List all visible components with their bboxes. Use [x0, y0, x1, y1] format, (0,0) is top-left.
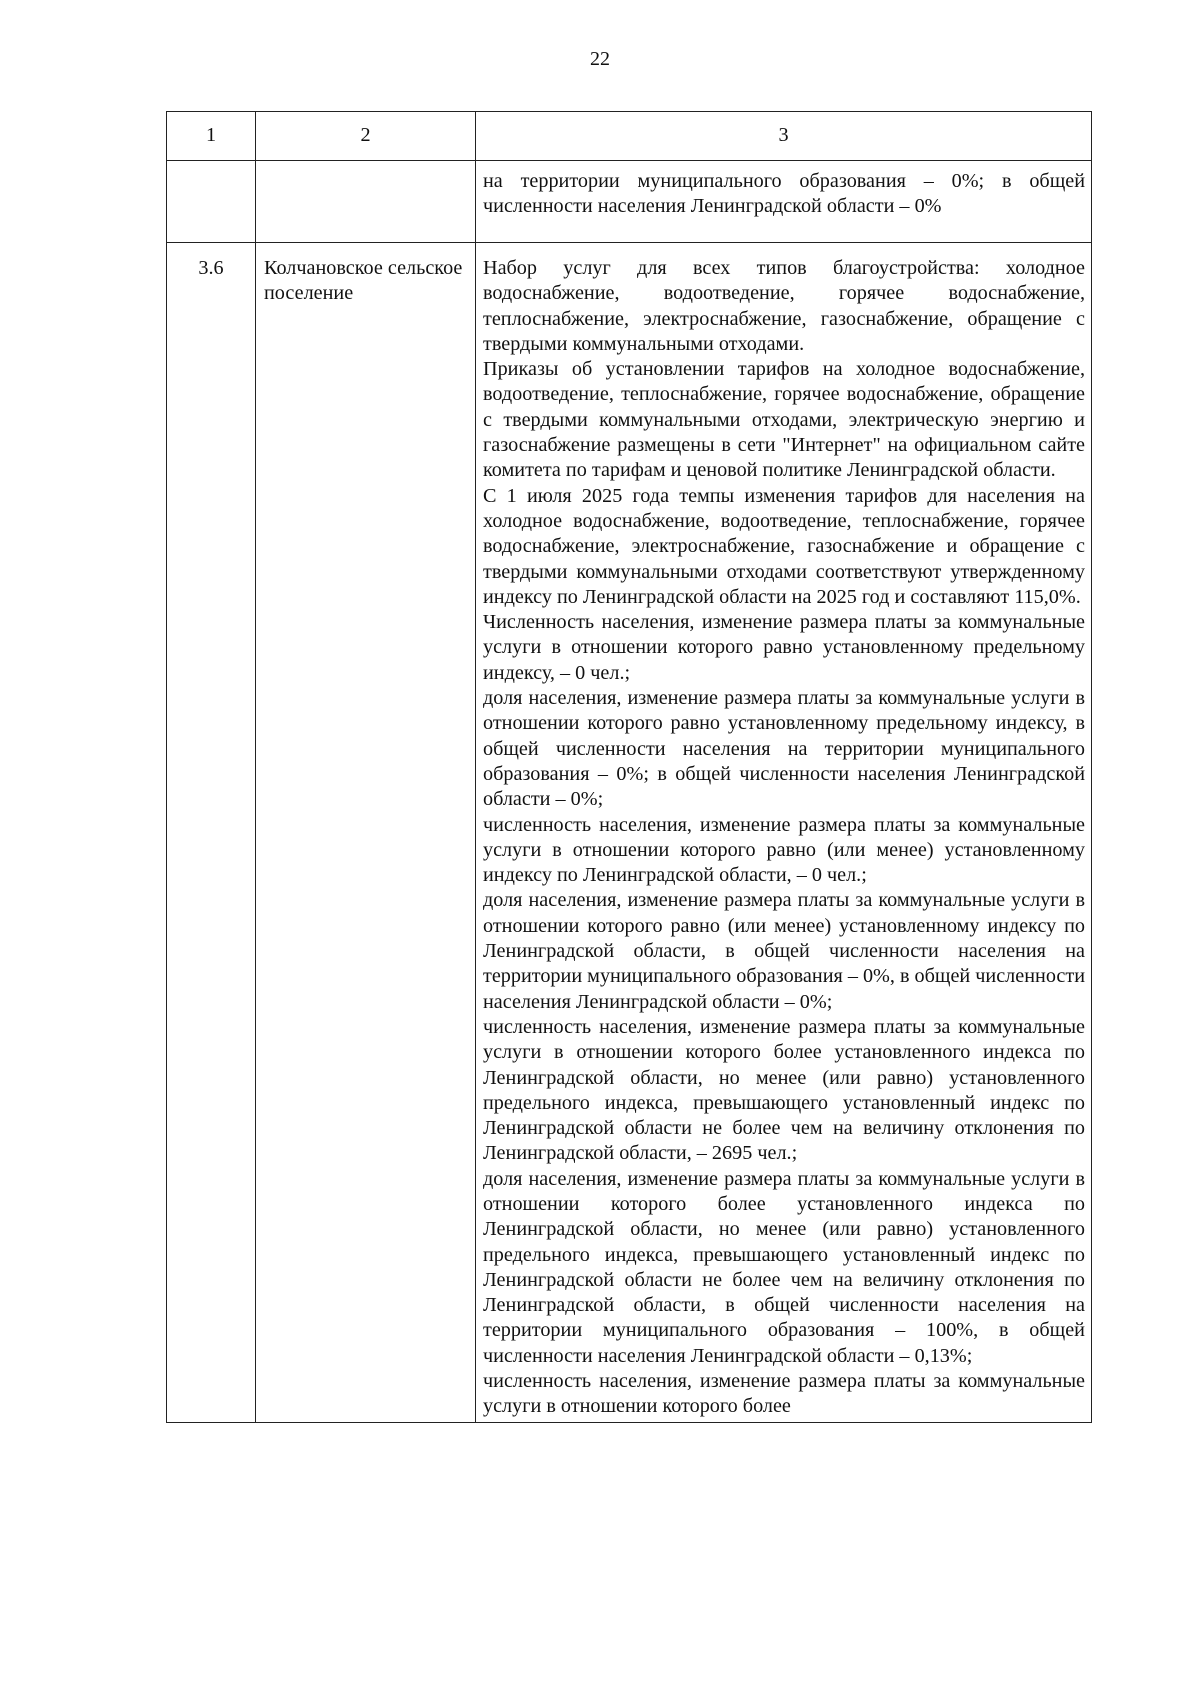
column-header-1: 1 — [167, 112, 256, 161]
table-header-row — [167, 112, 1092, 161]
row-number-cell: 3.6 — [167, 243, 256, 1423]
tariff-table — [166, 111, 1092, 1423]
paragraph-tariff-rates: С 1 июля 2025 года темпы изменения тарифов для населения на холодное водоснабжение, водоотведение, теплоснабжение, горячее водоснабжение, электроснабжение, газоснабжение и обращение с твердыми коммунальными отходами соответствуют утвержденному индексу по Ленинградской области на 2025 год и составляют 115,0%. — [483, 484, 1085, 608]
page-number: 22 — [590, 48, 610, 70]
paragraph-share-above-index: доля населения, изменение размера платы за коммунальные услуги в отношении которого более установленного индекса по Ленинградской области, но менее (или равно) установленного предельного индекса, превышающего установленный индекс по Ленинградской области не более чем на величину отклонения по Ленинградской области, в общей численности населения на территории муниципального образования – 100%, в общей численности населения Ленинградской области – 0,13%; — [483, 1167, 1085, 1367]
row-number-cell — [167, 161, 256, 243]
table-row-3-6 — [167, 243, 1092, 1423]
column-header-3: 3 — [476, 112, 1092, 161]
paragraph-share-regional-index: доля населения, изменение размера платы за коммунальные услуги в отношении которого равно (или менее) установленному индексу по Ленинградской области, в общей численности населения на территории муниципального образования – 0%, в общей численности населения Ленинградской области – 0%; — [483, 889, 1086, 1013]
description-cell — [476, 161, 1092, 243]
paragraph-population-limit-index: Численность населения, изменение размера платы за коммунальные услуги в отношении которого равно установленному предельному индексу, – 0 чел.; — [483, 611, 1085, 684]
settlement-name-cell — [256, 161, 476, 243]
paragraph-share-limit-index: доля населения, изменение размера платы за коммунальные услуги в отношении которого равно установленному предельному индексу, в общей численности населения на территории муниципального образования – 0%; в общей численности населения Ленинградской области – 0%; — [483, 687, 1085, 811]
paragraph-population-more: численность населения, изменение размера платы за коммунальные услуги в отношении которого более — [483, 1370, 1085, 1418]
continuation-paragraph: на территории муниципального образования – 0%; в общей численности населения Ленинградской области – 0% — [483, 170, 1085, 218]
paragraph-population-regional-index: численность населения, изменение размера платы за коммунальные услуги в отношении которого равно (или менее) установленному индексу по Ленинградской области, – 0 чел.; — [483, 813, 1085, 887]
settlement-name-cell: Колчановское сельское поселение — [256, 243, 476, 1423]
paragraph-tariff-orders: Приказы об установлении тарифов на холодное водоснабжение, водоотведение, теплоснабжение, горячее водоснабжение, обращение с твердыми коммунальными отходами, электрическую энергию и газоснабжение размещены в сети "Интернет" на официальном сайте комитета по тарифам и ценовой политике Ленинградской области. — [483, 358, 1085, 482]
table-row-continuation — [167, 161, 1092, 243]
column-header-2: 2 — [256, 112, 476, 161]
paragraph-population-above-index: численность населения, изменение размера платы за коммунальные услуги в отношении которого более установленного индекса по Ленинградской области, но менее (или равно) установленного предельного индекса, превышающего установленный индекс по Ленинградской области не более чем на величину отклонения по Ленинградской области, – 2695 чел.; — [483, 1015, 1085, 1165]
description-cell — [476, 243, 1092, 1423]
paragraph-services-set: Набор услуг для всех типов благоустройства: холодное водоснабжение, водоотведение, горячее водоснабжение, теплоснабжение, электроснабжение, газоснабжение, обращение с твердыми коммунальными отходами. — [483, 257, 1085, 355]
